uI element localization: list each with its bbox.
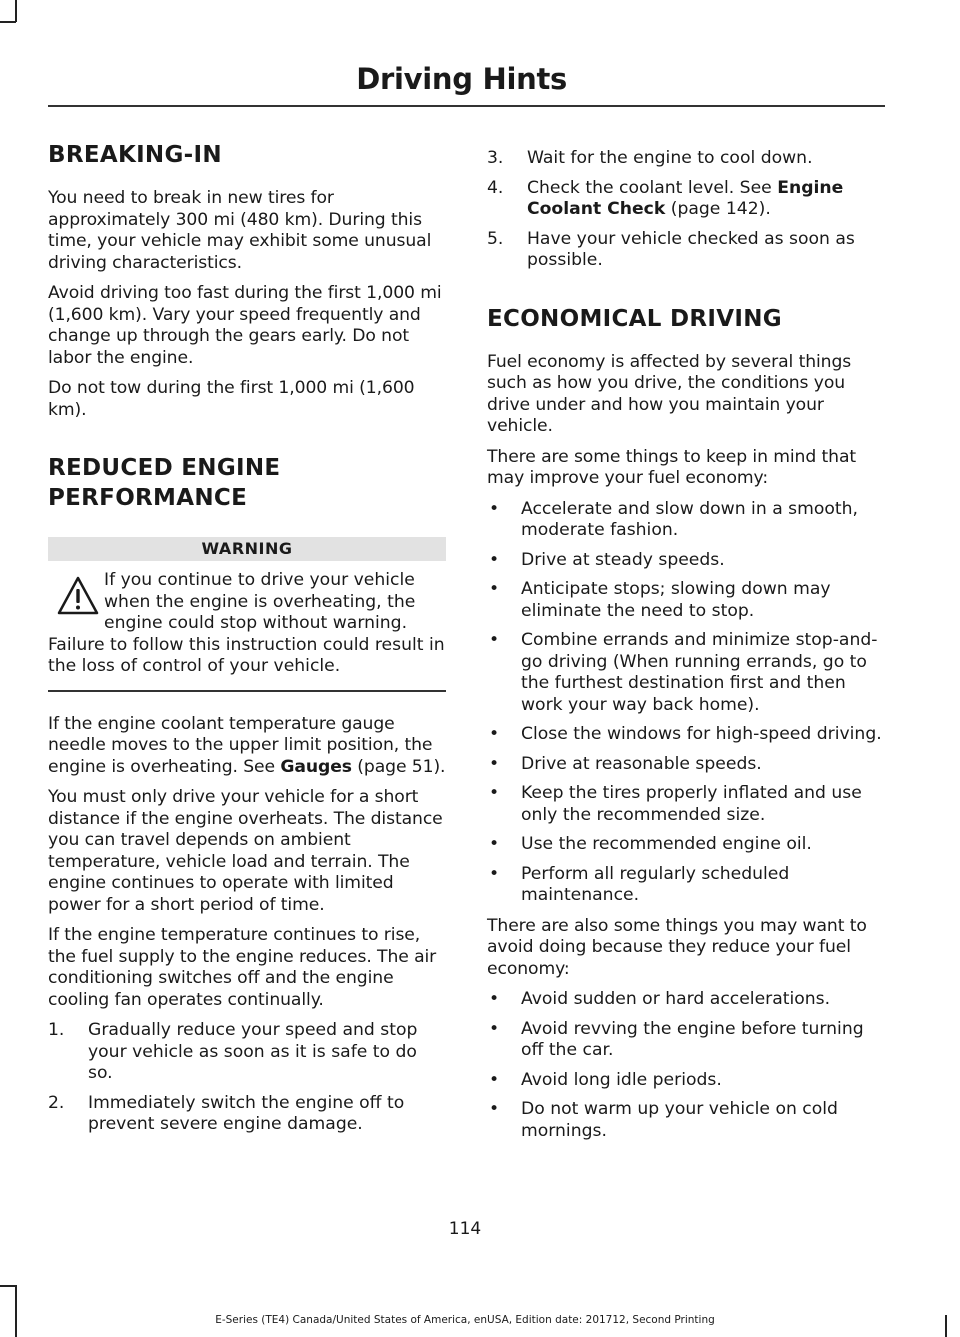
crop-mark (15, 0, 17, 22)
paragraph: If the engine temperature continues to rise, the fuel supply to the engine reduces. The air conditioning switches off and the engine cooling fan operates continually. (48, 925, 437, 1010)
list-item: 1. Gradually reduce your speed and stop your vehicle as soon as it is safe to do so. (48, 1020, 418, 1083)
crop-mark (0, 1285, 16, 1287)
bullet-list (487, 499, 882, 907)
crop-mark (15, 1285, 17, 1337)
warning-divider (48, 690, 446, 692)
cross-reference-coolant: Engine Coolant Check (527, 177, 844, 219)
list-item: 2. Immediately switch the engine off to prevent severe engine damage. (48, 1092, 405, 1134)
paragraph: If the engine coolant temperature gauge needle moves to the upper limit position, the engine is overheating. See Gauges (page 51). (48, 713, 446, 777)
list-item: • Avoid sudden or hard accelerations. (489, 989, 831, 1009)
paragraph: Fuel economy is affected by several things such as how you drive, the conditions you drive under and how you maintain your vehicle. (487, 351, 852, 436)
warning-triangle-icon (56, 575, 100, 617)
paragraph: There are also some things you may want to avoid doing because they reduce your fuel economy: (487, 915, 867, 979)
left-column (48, 140, 446, 1145)
warning-label: WARNING (48, 537, 446, 561)
paragraph: You must only drive your vehicle for a short distance if the engine overheats. The distance you can travel depends on ambient temperature, vehicle load and terrain. The engine continues to operate with limited power for a short period of time. (48, 787, 443, 915)
section-heading-breaking-in: BREAKING-IN (48, 142, 222, 168)
page-title: Driving Hints (356, 62, 567, 96)
paragraph: There are some things to keep in mind that may improve your fuel economy: (487, 446, 857, 488)
paragraph: Do not tow during the first 1,000 mi (1,600 km). (48, 378, 415, 420)
list-item: • Drive at steady speeds. (489, 549, 725, 570)
list-item: • Accelerate and slow down in a smooth, moderate fashion. (489, 498, 859, 540)
list-item: 3. Wait for the engine to cool down. (487, 148, 813, 168)
cross-reference-gauges: Gauges (280, 756, 352, 777)
crop-mark (0, 21, 16, 23)
paragraph: Avoid driving too fast during the first 1,000 mi (1,600 km). Vary your speed frequently and change up through the gears early. Do not labor the engine. (48, 283, 442, 368)
list-item: • Keep the tires properly inflated and use only the recommended size. (489, 783, 862, 825)
header-divider (48, 105, 885, 107)
section-heading-economical-driving: ECONOMICAL DRIVING (487, 305, 782, 332)
warning-text: Failure to follow this instruction could result in the loss of control of your vehicle. (48, 634, 445, 676)
list-item: • Combine errands and minimize stop-and-go driving (When running errands, go to the furthest destination first and then work your way back home). (489, 630, 878, 715)
list-item: • Perform all regularly scheduled maintenance. (489, 863, 790, 905)
page-number: 114 (448, 1219, 482, 1239)
paragraph: You need to break in new tires for approximately 300 mi (480 km). During this time, your vehicle may exhibit some unusual driving characteristics. (48, 188, 432, 273)
list-item: • Avoid long idle periods. (489, 1069, 722, 1090)
list-item: • Use the recommended engine oil. (489, 834, 812, 854)
list-item: 5. Have your vehicle checked as soon as possible. (487, 228, 855, 270)
edition-footer: E-Series (TE4) Canada/United States of America, enUSA, Edition date: 201712, Second Printing (215, 1314, 715, 1326)
heading-line: PERFORMANCE (48, 485, 248, 511)
numbered-list (48, 1020, 446, 1136)
warning-text: If you continue to drive your vehicle when the engine is overheating, the engine could stop without warning. (104, 570, 416, 633)
section-heading-reduced-engine (48, 453, 446, 513)
list-item: • Anticipate stops; slowing down may eliminate the need to stop. (489, 579, 831, 621)
right-column (487, 148, 882, 1151)
list-item: • Avoid revving the engine before turning off the car. (489, 1018, 864, 1060)
heading-line: REDUCED ENGINE (48, 455, 281, 481)
numbered-list (487, 148, 882, 272)
list-item: • Drive at reasonable speeds. (489, 753, 762, 774)
list-item: 4. Check the coolant level. See Engine Coolant Check (page 142). (487, 177, 844, 219)
bullet-list (487, 989, 882, 1142)
crop-mark (945, 1315, 947, 1337)
list-item: • Close the windows for high-speed driving. (489, 724, 882, 744)
list-item: • Do not warm up your vehicle on cold mornings. (489, 1099, 838, 1141)
warning-box (48, 561, 446, 678)
